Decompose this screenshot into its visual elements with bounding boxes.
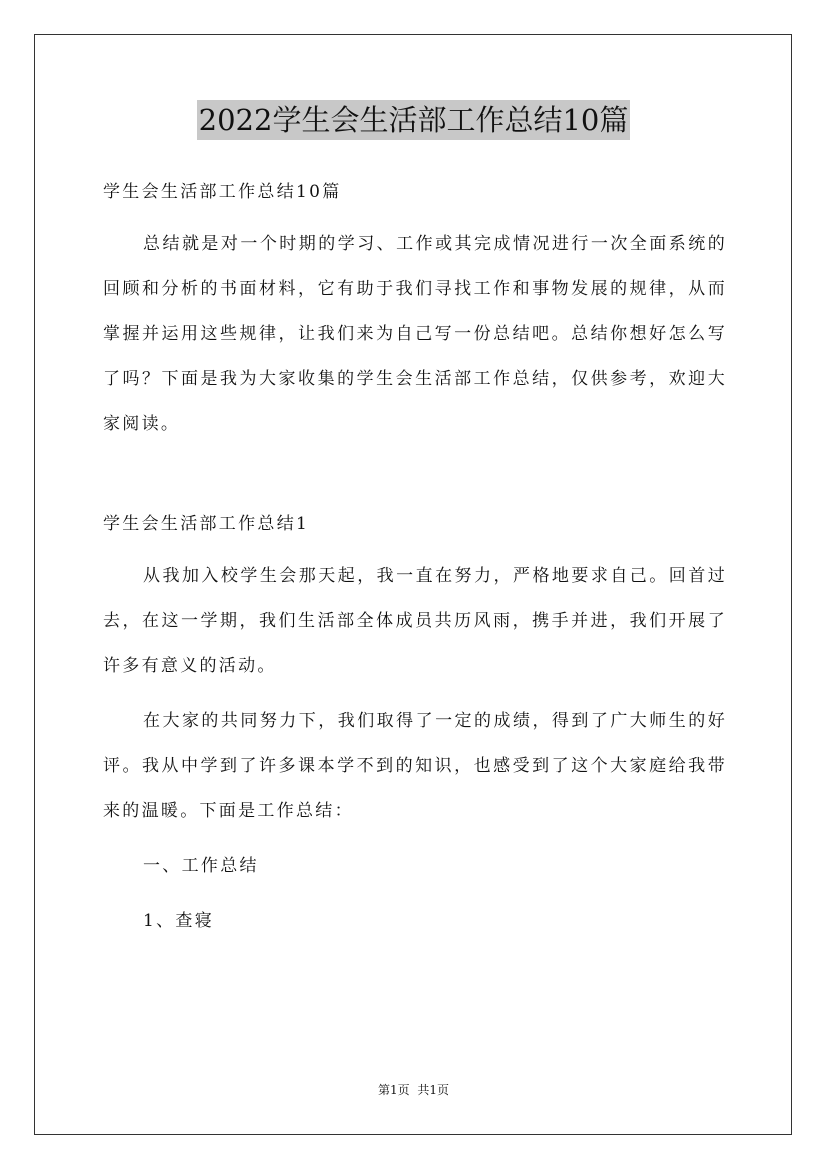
subtitle-paragraph: 学生会生活部工作总结10篇 (103, 182, 342, 202)
subsection-heading: 一、工作总结 (143, 856, 259, 876)
page-number: 第1页 (377, 1083, 410, 1097)
title-container (0, 100, 827, 140)
document-body (103, 170, 727, 944)
section-heading: 学生会生活部工作总结1 (103, 514, 310, 534)
document-title: 2022学生会生活部工作总结10篇 (197, 100, 631, 140)
page-footer (0, 1082, 827, 1098)
body-paragraph: 从我加入校学生会那天起，我一直在努力，严格地要求自己。回首过去，在这一学期，我们生活部全体成员共历风雨，携手并进，我们开展了许多有意义的活动。 (103, 566, 727, 676)
list-item: 1、查寝 (143, 911, 215, 931)
intro-paragraph: 总结就是对一个时期的学习、工作或其完成情况进行一次全面系统的回顾和分析的书面材料，它有助于我们寻找工作和事物发展的规律，从而掌握并运用这些规律，让我们来为自己写一份总结吧。总结你想好怎么写了吗？下面是我为大家收集的学生会生活部工作总结，仅供参考，欢迎大家阅读。 (103, 234, 727, 434)
page-total: 共1页 (417, 1083, 450, 1097)
body-paragraph: 在大家的共同努力下，我们取得了一定的成绩，得到了广大师生的好评。我从中学到了许多课本学不到的知识，也感受到了这个大家庭给我带来的温暖。下面是工作总结： (103, 711, 727, 821)
